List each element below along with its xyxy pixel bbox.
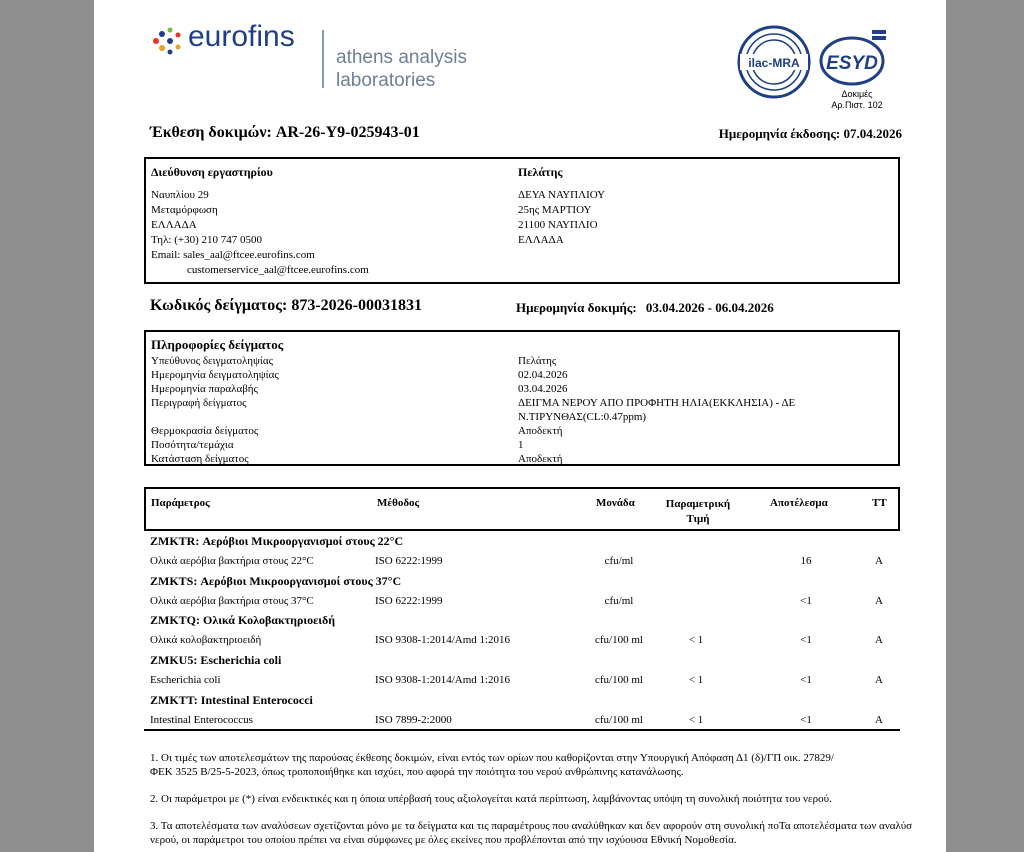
sample-info-value: 02.04.2026 <box>518 369 568 381</box>
sample-info-value: 1 <box>518 439 524 451</box>
esyd-logo <box>818 30 888 88</box>
col-header-unit: Μονάδα <box>596 497 635 509</box>
test-dates-value: 03.04.2026 - 06.04.2026 <box>645 300 774 315</box>
client-line: ΕΛΛΑΔΑ <box>518 234 564 246</box>
lab-phone: Τηλ: (+30) 210 747 0500 <box>151 234 262 246</box>
row-unit: cfu/100 ml <box>595 714 643 726</box>
results-body <box>144 531 900 727</box>
note-3-line1: 3. Τα αποτελέσματα των αναλύσεων σχετίζονται μόνο με τα δείγματα και τις παραμέτρους που αναλύθηκαν και δεν αφορούν στη συνολική ποΤα αποτελέσματα των αναλύσ <box>150 820 913 832</box>
sample-info-value: Πελάτης <box>518 355 557 367</box>
sample-info-value: Αποδεκτή <box>518 453 563 465</box>
esyd-caption-line1: Δοκιμές <box>841 89 873 99</box>
sample-info-label: Περιγραφή δείγματος <box>151 397 247 409</box>
col-header-param-value <box>654 497 742 527</box>
note-3 <box>150 819 912 847</box>
lab-address-line: ΕΛΛΑΔΑ <box>151 219 197 231</box>
row-unit: cfu/ml <box>604 555 634 567</box>
row-parameter: Intestinal Enterococcus <box>150 714 253 726</box>
row-parameter: Ολικά αερόβια βακτήρια στους 22°C <box>150 555 314 567</box>
sample-info-value: ΔΕΙΓΜΑ ΝΕΡΟΥ ΑΠΟ ΠΡΟΦΗΤΗ ΗΛΙΑ(ΕΚΚΛΗΣΙΑ) - ΔΕ <box>518 397 796 409</box>
group-title: ZMKTR: Αερόβιοι Μικροοργανισμοί στους 22°C <box>150 534 404 548</box>
sample-info-value-cont: Ν.ΤΙΡΥΝΘΑΣ(CL:0.47ppm) <box>518 411 647 423</box>
row-result: <1 <box>800 634 812 646</box>
esyd-text: ESYD <box>826 53 878 74</box>
col-header-parameter: Παράμετρος <box>151 497 210 509</box>
issue-date: Ημερομηνία έκδοσης: 07.04.2026 <box>718 126 902 141</box>
row-param-value: < 1 <box>688 634 704 646</box>
sample-code: Κωδικός δείγματος: 873-2026-00031831 <box>150 297 422 314</box>
results-header-box <box>144 487 900 531</box>
col-header-result: Αποτέλεσμα <box>770 497 828 509</box>
eurofins-brand-name: eurofins <box>188 20 295 53</box>
row-tt: A <box>875 714 883 726</box>
sample-info-label: Ημερομηνία παραλαβής <box>151 383 258 395</box>
address-box <box>144 157 900 284</box>
row-method: ISO 6222:1999 <box>375 555 443 567</box>
col-header-param-value-line2: Τιμή <box>686 513 710 525</box>
test-dates-label: Ημερομηνία δοκιμής: <box>516 300 637 315</box>
row-param-value: < 1 <box>688 674 704 686</box>
client-line: 21100 ΝΑΥΠΛΙΟ <box>518 219 598 231</box>
logo-divider <box>322 30 324 88</box>
client-lines <box>518 188 605 248</box>
row-unit: cfu/100 ml <box>595 634 643 646</box>
note-1-line1: 1. Οι τιμές των αποτελεσμάτων της παρούσας έκθεσης δοκιμών, είναι εντός των ορίων που καθορίζονται στην Υπουργική Απόφαση Δ1 (δ)/ΓΠ οικ. 27829/ <box>150 752 834 764</box>
row-result: 16 <box>800 555 812 567</box>
note-3-line2: νερού, οι παράμετροι του οποίου πρέπει να είναι σύμφωνες με όλες εκείνες που προβλέπονται από την ισχύουσα Εθνική Νομοθεσία. <box>150 834 737 846</box>
row-parameter: Ολικά κολοβακτηριοειδή <box>150 634 262 646</box>
group-title: ZMKU5: Escherichia coli <box>150 653 282 667</box>
ilac-mra-logo <box>736 24 812 100</box>
row-result: <1 <box>800 674 812 686</box>
row-method: ISO 7899-2:2000 <box>375 714 452 726</box>
sample-info-label: Θερμοκρασία δείγματος <box>151 425 259 437</box>
esyd-caption <box>822 89 892 111</box>
row-unit: cfu/ml <box>604 595 634 607</box>
lab-email-2: customerservice_aal@ftcee.eurofins.com <box>187 264 369 276</box>
row-tt: A <box>875 674 883 686</box>
eurofins-dots-logo <box>150 26 184 56</box>
row-tt: A <box>875 555 883 567</box>
group-title: ZMKTQ: Ολικά Κολοβακτηριοειδή <box>150 613 336 627</box>
sample-info-value: Αποδεκτή <box>518 425 563 437</box>
ilac-mra-text: ilac-MRA <box>748 56 800 70</box>
esyd-caption-line2: Αρ.Πιστ. 102 <box>831 100 883 110</box>
row-parameter: Ολικά αερόβια βακτήρια στους 37°C <box>150 595 314 607</box>
test-dates <box>516 300 774 316</box>
sample-info-label: Υπεύθυνος δειγματοληψίας <box>151 355 274 367</box>
row-parameter: Escherichia coli <box>150 674 221 686</box>
client-line: 25ης ΜΑΡΤΙΟΥ <box>518 204 592 216</box>
lab-address-line: Ναυπλίου 29 <box>151 189 209 201</box>
lab-address-line: Μεταμόρφωση <box>151 204 218 216</box>
row-method: ISO 9308-1:2014/Amd 1:2016 <box>375 634 511 646</box>
sample-info-values <box>518 354 795 466</box>
row-method: ISO 6222:1999 <box>375 595 443 607</box>
lab-address-heading: Διεύθυνση εργαστηρίου <box>151 165 273 179</box>
sample-info-label: Ημερομηνία δειγματοληψίας <box>151 369 279 381</box>
sample-info-label: Ποσότητα/τεμάχια <box>151 439 234 451</box>
lab-email: Email: sales_aal@ftcee.eurofins.com <box>151 249 315 261</box>
note-2: 2. Οι παράμετροι με (*) είναι ενδεικτικές και η όποια υπέρβασή τους αξιολογείται κατά περίπτωση, λαμβάνοντας υπόψη τη συνολική ποιότητα του νερού. <box>150 793 832 805</box>
row-method: ISO 9308-1:2014/Amd 1:2016 <box>375 674 511 686</box>
group-title: ZMKTT: Intestinal Enterococci <box>150 693 313 707</box>
client-heading: Πελάτης <box>518 165 563 179</box>
sample-info-labels <box>151 354 511 466</box>
client-line: ΔΕΥΑ ΝΑΥΠΛΙΟΥ <box>518 189 606 201</box>
lab-name-line2: laboratories <box>336 70 436 91</box>
sample-info-label: Κατάσταση δείγματος <box>151 453 249 465</box>
row-result: <1 <box>800 595 812 607</box>
row-tt: A <box>875 595 883 607</box>
sample-info-value: 03.04.2026 <box>518 383 568 395</box>
row-result: <1 <box>800 714 812 726</box>
lab-address-lines <box>151 188 369 278</box>
note-1 <box>150 751 834 779</box>
note-1-line2: ΦΕΚ 3525 Β/25-5-2023, όπως τροποποιήθηκε και ισχύει, που αφορά την ποιότητα του νερού ανθρώπινης κατανάλωσης. <box>150 766 684 778</box>
col-header-tt: ΤΤ <box>872 497 887 509</box>
results-bottom-rule <box>144 729 900 731</box>
col-header-param-value-line1: Παραμετρική <box>665 498 731 510</box>
report-page <box>94 0 946 852</box>
report-title: Έκθεση δοκιμών: AR-26-Y9-025943-01 <box>150 124 420 141</box>
sample-info-heading: Πληροφορίες δείγματος <box>151 337 284 352</box>
sample-info-box <box>144 330 900 466</box>
group-title: ZMKTS: Αερόβιοι Μικροοργανισμοί στους 37°C <box>150 574 402 588</box>
lab-name-line1: athens analysis <box>336 47 467 68</box>
row-unit: cfu/100 ml <box>595 674 643 686</box>
row-tt: A <box>875 634 883 646</box>
row-param-value: < 1 <box>688 714 704 726</box>
col-header-method: Μέθοδος <box>377 497 420 509</box>
lab-name <box>336 46 467 92</box>
